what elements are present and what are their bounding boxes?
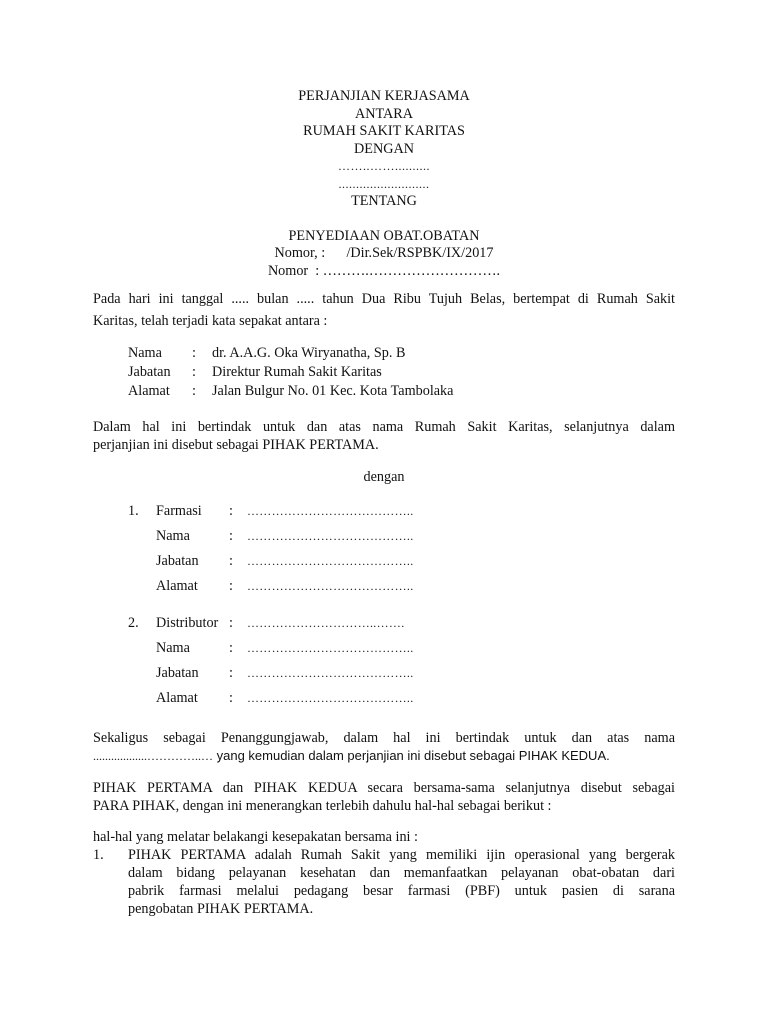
field-value: ………………………………….. [247,691,414,705]
document-number-placeholder: Nomor : ……….………………………. [267,262,501,279]
field-label: Nama [156,640,190,656]
field-label: Farmasi [156,503,202,519]
paragraph-line: Sekaligus sebagai Penanggungjawab, dalam hal ini bertindak untuk dan atas nama [93,730,675,746]
document-number: Nomor, : /Dir.Sek/RSPBK/IX/2017 [274,245,494,261]
party-row [128,382,453,401]
recital-item-1 [93,846,675,918]
field-value: ………………………………….. [247,641,414,655]
paragraph-line: PARA PIHAK, dengan ini menerangkan terlebih dahulu hal-hal sebagai berikut : [93,798,552,814]
second-party-list-1 [128,499,414,599]
field-label: Alamat [128,383,170,399]
field-colon: : [229,553,233,569]
intro-line: Pada hari ini tanggal ..... bulan ..... tahun Dua Ribu Tujuh Belas, bertempat di Rumah Sakit [93,291,675,307]
field-label: Jabatan [156,665,199,681]
field-colon: : [229,640,233,656]
field-colon: : [229,528,233,544]
list-row [128,661,414,686]
document-header [0,88,768,280]
title-line: TENTANG [351,193,417,209]
paragraph-line: perjanjian ini disebut sebagai PIHAK PERTAMA. [93,437,379,453]
field-label: Alamat [156,578,198,594]
list-row [128,574,414,599]
responsible-paragraph [93,729,675,765]
field-label: Alamat [156,690,198,706]
field-value: Direktur Rumah Sakit Karitas [212,364,382,380]
list-number: 2. [128,615,139,631]
intro-line: Karitas, telah terjadi kata sepakat antara : [93,313,328,329]
field-value: ………………………………….. [247,666,414,680]
dengan-label: dengan [363,469,405,485]
field-value: …………………………..……. [247,616,405,630]
paragraph-line: PIHAK PERTAMA dan PIHAK KEDUA secara bersama-sama selanjutnya disebut sebagai [93,780,675,796]
placeholder-dots: ..................…………..… [93,749,213,763]
list-number: 1. [93,847,104,863]
field-label: Nama [156,528,190,544]
paragraph-line: dalam bidang pelayanan kesehatan dan memanfaatkan pelayanan obat-obatan dari [128,865,675,881]
list-row [128,549,414,574]
list-number: 1. [128,503,139,519]
document-subject: PENYEDIAAN OBAT.OBATAN [288,227,480,244]
party-row [128,344,453,363]
field-colon: : [229,665,233,681]
title-placeholder-line: ……..…….......... [338,159,430,173]
paragraph-line: Dalam hal ini bertindak untuk dan atas nama Rumah Sakit Karitas, selanjutnya dalam [93,419,675,435]
field-value: Jalan Bulgur No. 01 Kec. Kota Tambolaka [212,383,454,399]
first-party-paragraph [93,418,675,454]
list-row [128,499,414,524]
party-row [128,363,453,382]
field-value: ………………………………….. [247,579,414,593]
paragraph-line: pengobatan PIHAK PERTAMA. [128,901,314,917]
field-label: Distributor [156,615,219,631]
field-label: Jabatan [128,364,171,380]
first-party-details [128,344,453,401]
title-placeholder-line: .......................... [338,176,430,191]
title-line: RUMAH SAKIT KARITAS [303,123,465,139]
list-row [128,636,414,661]
field-label: Nama [128,345,162,361]
list-row [128,524,414,549]
paragraph-line: PIHAK PERTAMA adalah Rumah Sakit yang memiliki ijin operasional yang bergerak [128,847,675,863]
field-colon: : [192,383,196,399]
field-colon: : [229,578,233,594]
list-row [128,686,414,711]
paragraph-line: yang kemudian dalam perjanjian ini disebut sebagai PIHAK KEDUA. [213,748,610,763]
second-party-list-2 [128,611,414,711]
recitals-heading: hal-hal yang melatar belakangi kesepakatan bersama ini : [93,829,418,845]
para-pihak-paragraph [93,779,675,815]
title-line: ANTARA [355,105,413,122]
field-colon: : [229,690,233,706]
paragraph-line: pabrik farmasi melalui pedagang besar farmasi (PBF) untuk pasien di sarana [128,883,675,899]
field-value: ………………………………….. [247,529,414,543]
field-value: ………………………………….. [247,504,414,518]
list-row [128,611,414,636]
field-label: Jabatan [156,553,199,569]
field-colon: : [192,345,196,361]
field-colon: : [192,364,196,380]
field-value: ………………………………….. [247,554,414,568]
field-value: dr. A.A.G. Oka Wiryanatha, Sp. B [212,345,406,361]
field-colon: : [229,615,233,631]
title-line: PERJANJIAN KERJASAMA [298,88,470,104]
intro-paragraph [93,290,675,330]
title-line: DENGAN [354,140,414,157]
field-colon: : [229,503,233,519]
